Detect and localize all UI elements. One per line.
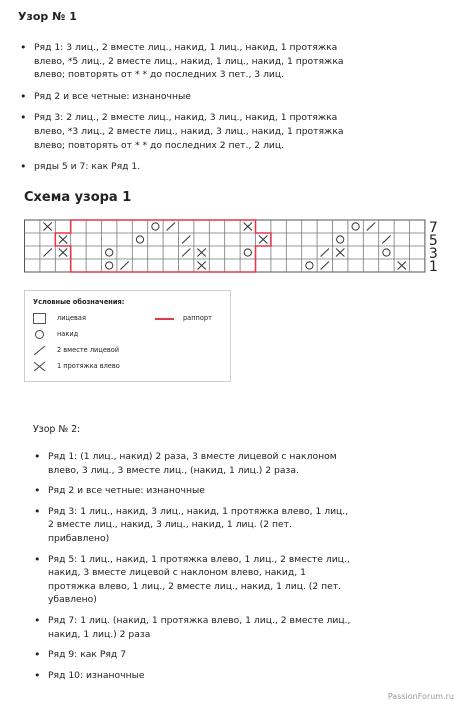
list-item: • Ряд 10: изнаночные	[34, 669, 356, 683]
pattern1-title: Узор № 1	[18, 10, 77, 23]
pattern2-rows-list	[34, 450, 356, 689]
legend-repeat-label: раппорт	[183, 314, 212, 322]
repeat-line-icon	[155, 318, 174, 320]
list-item: • Ряд 3: 1 лиц., накид, 3 лиц., накид, 1 протяжка влево, 1 лиц., 2 вместе лиц., накид, 3 лиц., накид, 1 лиц. (2 пет. прибавлено)	[34, 505, 356, 546]
row-number-label: 3	[428, 246, 438, 262]
list-item: • Ряд 1: 3 лиц., 2 вместе лиц., накид, 1 лиц., накид, 1 протяжка влево, *5 лиц., 2 вместе лиц., накид, 1 лиц., накид, 1 протяжка влево; повторять от * * до последних 3 пет., 3 лиц.	[20, 41, 350, 82]
list-item: • Ряд 3: 2 лиц., 2 вместе лиц., накид, 3 лиц., накид, 1 протяжка влево, *3 лиц., 2 вместе лиц., накид, 3 лиц., накид, 1 протяжка влево; повторять от * * до последних 2 пет., 2 лиц.	[20, 111, 350, 152]
list-item: • Ряд 2 и все четные: изнаночные	[34, 484, 356, 498]
row-number-label: 7	[428, 220, 438, 236]
legend-label: накид	[57, 330, 79, 338]
scheme-title: Схема узора 1	[24, 190, 132, 205]
list-item: • Ряд 7: 1 лиц. (накид, 1 протяжка влево, 1 лиц., 2 вместе лиц., накид, 1 лиц.) 2 раза	[34, 614, 356, 641]
legend-label: лицевая	[57, 314, 86, 322]
list-item: • Ряд 9: как Ряд 7	[34, 648, 356, 662]
pattern2-title: Узор № 2:	[33, 424, 81, 435]
list-item: • Ряд 2 и все четные: изнаночные	[20, 90, 350, 104]
slash-backslash-icon	[33, 361, 46, 372]
row-number-label: 1	[428, 259, 438, 275]
legend-label: 1 протяжка влево	[57, 362, 120, 370]
knitting-chart	[24, 216, 444, 278]
list-item: • Ряд 5: 1 лиц., накид, 1 протяжка влево, 1 лиц., 2 вместе лиц., накид, 3 вместе лицевой с наклоном влево, накид, 1 протяжка влево, 1 лиц., 2 вместе лиц., накид, 1 лиц. (2 пет. убавлено)	[34, 553, 356, 607]
row-number-label: 5	[428, 233, 438, 249]
list-item: • Ряд 1: (1 лиц., накид) 2 раза, 3 вместе лицевой с наклоном влево, 3 лиц., 3 вместе лиц., (накид, 1 лиц.) 2 раза.	[34, 450, 356, 477]
legend-label: 2 вместе лицевой	[57, 346, 120, 354]
legend-title: Условные обозначения:	[33, 298, 125, 306]
watermark: PassionForum.ru	[387, 692, 454, 701]
legend-box	[24, 290, 231, 382]
list-item: • ряды 5 и 7: как Ряд 1.	[20, 160, 350, 174]
circle-icon	[33, 329, 46, 340]
pattern1-rows-list	[20, 41, 350, 182]
slash-icon	[33, 345, 46, 356]
blank-square-icon	[33, 313, 46, 324]
